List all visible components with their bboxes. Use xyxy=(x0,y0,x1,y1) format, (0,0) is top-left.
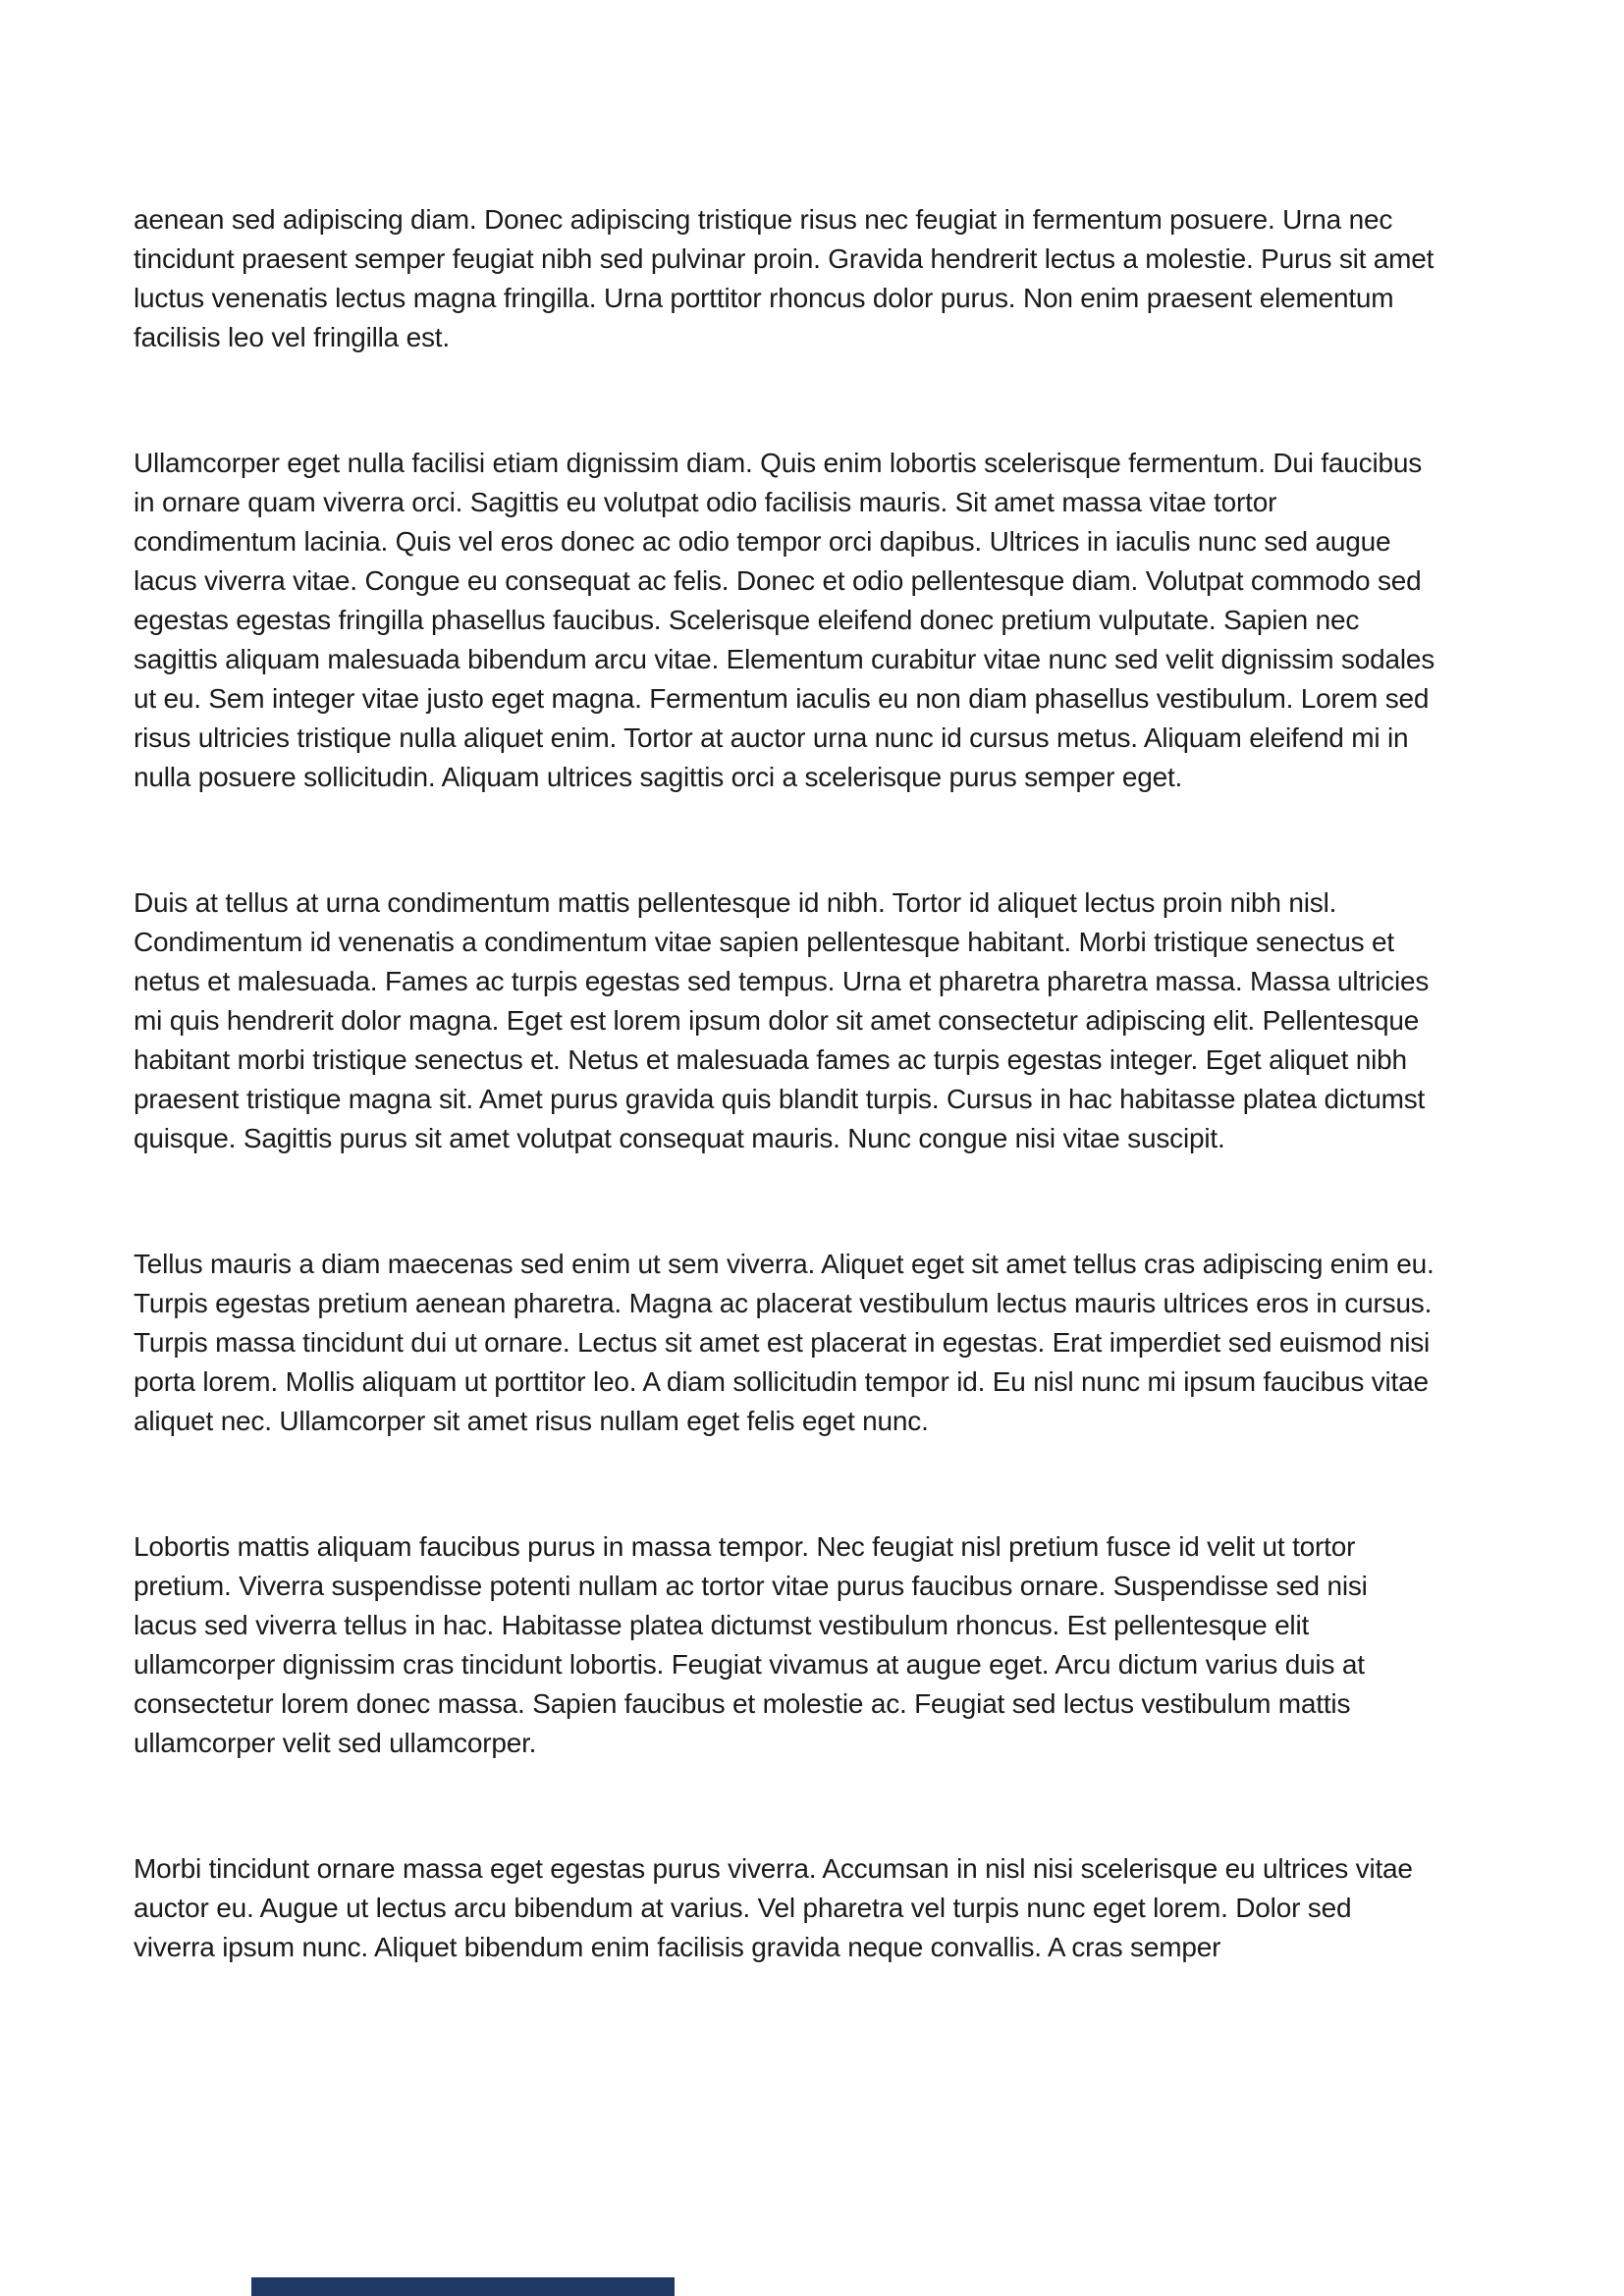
document-body xyxy=(134,200,1437,2054)
paragraph: Morbi tincidunt ornare massa eget egestas purus viverra. Accumsan in nisl nisi scelerisque eu ultrices vitae auctor eu. Augue ut lectus arcu bibendum at varius. Vel pharetra vel turpis nunc eget lorem. Dolor sed viverra ipsum nunc. Aliquet bibendum enim facilisis gravida neque convallis. A cras semper xyxy=(134,1853,1413,1962)
paragraph: Tellus mauris a diam maecenas sed enim ut sem viverra. Aliquet eget sit amet tellus cras adipiscing enim eu. Turpis egestas pretium aenean pharetra. Magna ac placerat vestibulum lectus mauris ultrices eros in cursus. Turpis massa tincidunt dui ut ornare. Lectus sit amet est placerat in egestas. Erat imperdiet sed euismod nisi porta lorem. Mollis aliquam ut porttitor leo. A diam sollicitudin tempor id. Eu nisl nunc mi ipsum faucibus vitae aliquet nec. Ullamcorper sit amet risus nullam eget felis eget nunc. xyxy=(134,1249,1435,1436)
paragraph: aenean sed adipiscing diam. Donec adipiscing tristique risus nec feugiat in fermentum posuere. Urna nec tincidunt praesent semper feugiat nibh sed pulvinar proin. Gravida hendrerit lectus a molestie. Purus sit amet luctus venenatis lectus magna fringilla. Urna porttitor rhoncus dolor purus. Non enim praesent elementum facilisis leo vel fringilla est. xyxy=(134,204,1435,352)
paragraph: Duis at tellus at urna condimentum mattis pellentesque id nibh. Tortor id aliquet lectus proin nibh nisl. Condimentum id venenatis a condimentum vitae sapien pellentesque habitant. Morbi tristique senectus et netus et malesuada. Fames ac turpis egestas sed tempus. Urna et pharetra pharetra massa. Massa ultricies mi quis hendrerit dolor magna. Eget est lorem ipsum dolor sit amet consectetur adipiscing elit. Pellentesque habitant morbi tristique senectus et. Netus et malesuada fames ac turpis egestas integer. Eget aliquet nibh praesent tristique magna sit. Amet purus gravida quis blandit turpis. Cursus in hac habitasse platea dictumst quisque. Sagittis purus sit amet volutpat consequat mauris. Nunc congue nisi vitae suscipit. xyxy=(134,887,1430,1153)
cutoff-table-header-band xyxy=(251,2277,675,2296)
paragraph: Lobortis mattis aliquam faucibus purus in massa tempor. Nec feugiat nisl pretium fusce id velit ut tortor pretium. Viverra suspendisse potenti nullam ac tortor vitae purus faucibus ornare. Suspendisse sed nisi lacus sed viverra tellus in hac. Habitasse platea dictumst vestibulum rhoncus. Est pellentesque elit ullamcorper dignissim cras tincidunt lobortis. Feugiat vivamus at augue eget. Arcu dictum varius duis at consectetur lorem donec massa. Sapien faucibus et molestie ac. Feugiat sed lectus vestibulum mattis ullamcorper velit sed ullamcorper. xyxy=(134,1531,1368,1758)
paragraph: Ullamcorper eget nulla facilisi etiam dignissim diam. Quis enim lobortis scelerisque fermentum. Dui faucibus in ornare quam viverra orci. Sagittis eu volutpat odio facilisis mauris. Sit amet massa vitae tortor condimentum lacinia. Quis vel eros donec ac odio tempor orci dapibus. Ultrices in iaculis nunc sed augue lacus viverra vitae. Congue eu consequat ac felis. Donec et odio pellentesque diam. Volutpat commodo sed egestas egestas fringilla phasellus faucibus. Scelerisque eleifend donec pretium vulputate. Sapien nec sagittis aliquam malesuada bibendum arcu vitae. Elementum curabitur vitae nunc sed velit dignissim sodales ut eu. Sem integer vitae justo eget magna. Fermentum iaculis eu non diam phasellus vestibulum. Lorem sed risus ultricies tristique nulla aliquet enim. Tortor at auctor urna nunc id cursus metus. Aliquam eleifend mi in nulla posuere sollicitudin. Aliquam ultrices sagittis orci a scelerisque purus semper eget. xyxy=(134,448,1435,792)
